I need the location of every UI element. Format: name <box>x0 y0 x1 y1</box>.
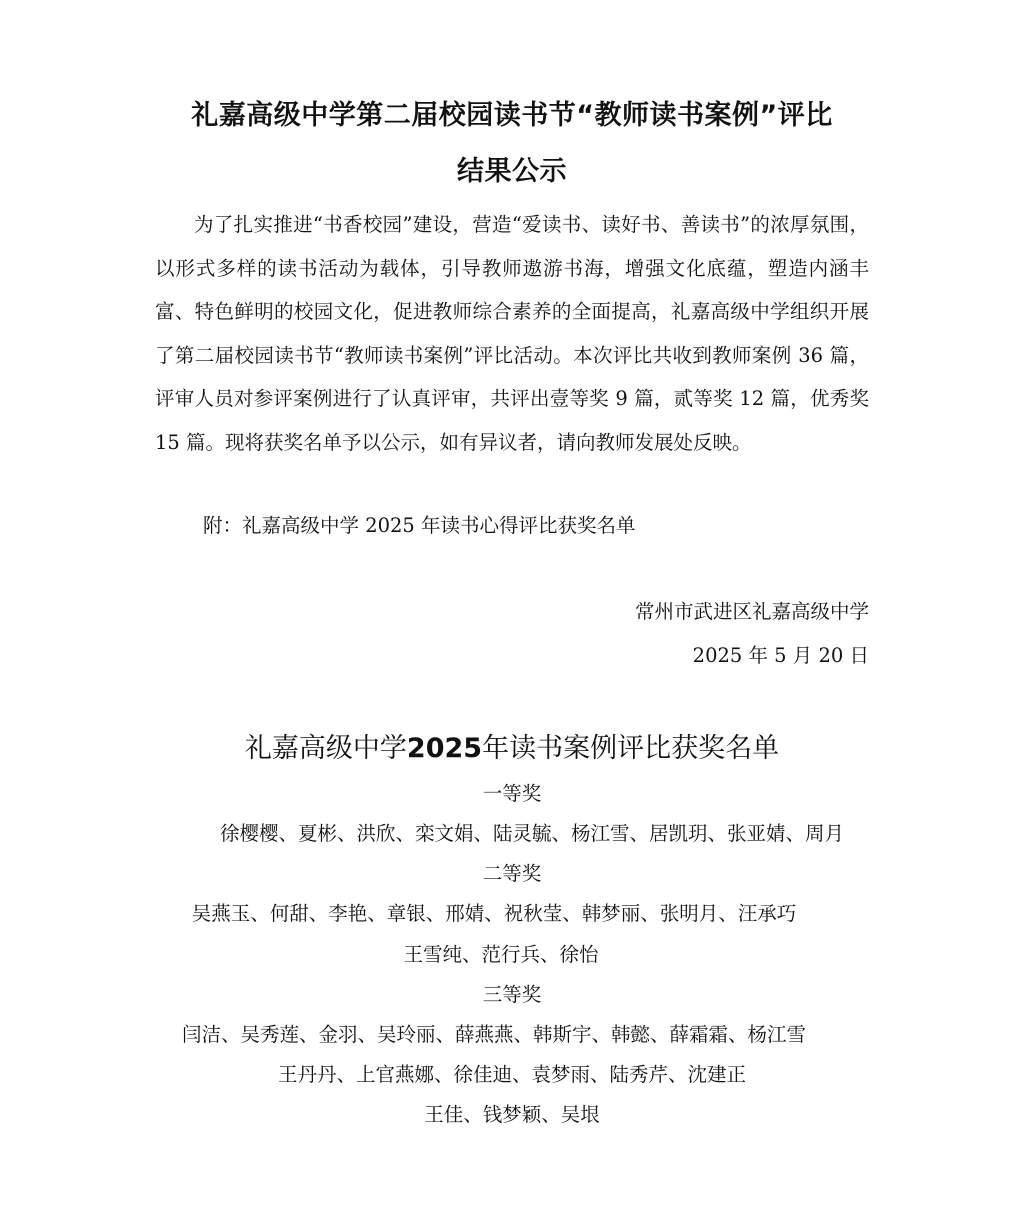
third-prize-names: 王佳、钱梦颖、吴垠 <box>424 1103 600 1126</box>
award-list-title <box>155 729 869 769</box>
signature-organization: 常州市武进区礼嘉高级中学 <box>634 600 869 623</box>
third-prize-names: 王丹丹、上官燕娜、徐佳迪、袁梦雨、陆秀芹、沈建正 <box>277 1063 746 1086</box>
third-prize-names: 闫洁、吴秀莲、金羽、吴玲丽、薛燕燕、韩斯宇、韩懿、薛霜霜、杨江雪 <box>181 1023 806 1046</box>
notice-title-line-2: 结果公示 <box>457 156 567 187</box>
award-list-title-prefix: 礼嘉高级中学 <box>244 733 407 764</box>
second-prize-heading: 二等奖 <box>482 862 542 885</box>
signature-date: 2025 年 5 月 20 日 <box>692 644 869 667</box>
award-list-title-suffix: 年读书案例评比获奖名单 <box>482 733 780 764</box>
award-list-title-year: 2025 <box>406 733 483 764</box>
second-prize-names: 吴燕玉、何甜、李艳、章银、邢婧、祝秋莹、韩梦丽、张明月、汪承巧 <box>191 902 797 925</box>
notice-body-paragraph: 为了扎实推进“书香校园”建设，营造“爱读书、读好书、善读书”的浓厚氛围，以形式多样的读书活动为载体，引导教师遨游书海，增强文化底蕴，塑造内涵丰富、特色鲜明的校园文化，促进教师综合素养的全面提高，礼嘉高级中学组织开展了第二届校园读书节“教师读书案例”评比活动。本次评比共收到教师案例 36 篇，评审人员对参评案例进行了认真评审，共评出壹等奖 9 篇，贰等奖 12 篇，优秀奖 15 篇。现将获奖名单予以公示，如有异议者，请向教师发展处反映。 <box>155 213 869 454</box>
first-prize-names: 徐樱樱、夏彬、洪欣、栾文娟、陆灵毓、杨江雪、居凯玥、张亚婧、周月 <box>219 822 844 845</box>
first-prize-heading: 一等奖 <box>482 782 542 805</box>
third-prize-heading: 三等奖 <box>482 983 542 1006</box>
notice-title-line-1: 礼嘉高级中学第二届校园读书节“教师读书案例”评比 <box>191 100 833 131</box>
attachment-note: 附：礼嘉高级中学 2025 年读书心得评比获奖名单 <box>203 514 636 537</box>
second-prize-names: 王雪纯、范行兵、徐怡 <box>403 943 599 966</box>
